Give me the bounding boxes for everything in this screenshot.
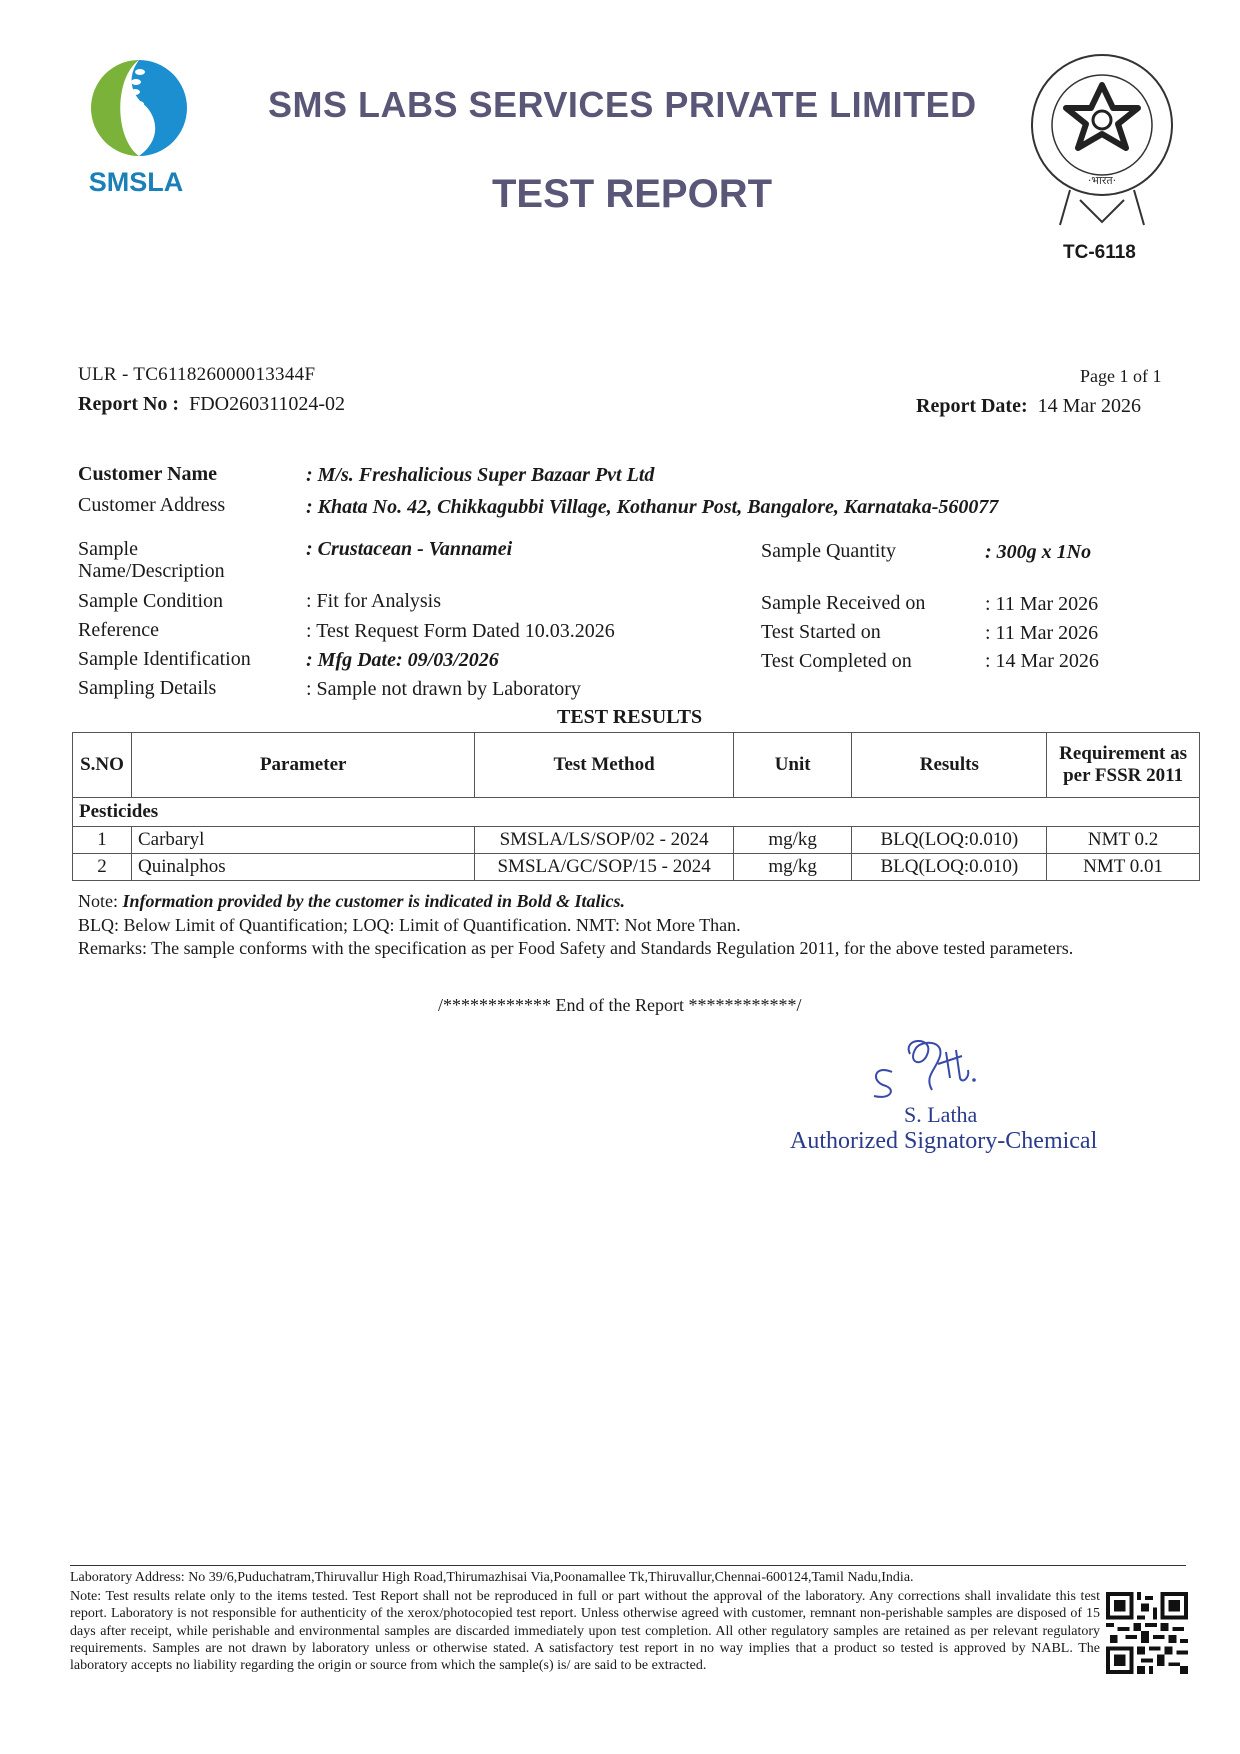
footer-disclaimer: Note: Test results relate only to the items tested. Test Report shall not be reproduced in full or part without the approval of the laboratory. Any corrections shall invalidate this test report. Laboratory is not responsible for authenticity of the xerox/photocopied test report. Unless otherwise agreed with customer, remnant non-perishable samples are disposed of 15 days after receipt, while perishable and environmental samples are discarded immediately upon test completion. All other regulatory samples are retained as per relevant regulatory requirements. Samples are not drawn by laboratory unless or otherwise stated. A satisfactory test report in no way implies that a product so tested is approved by NABL. The laboratory accepts no liability regarding the origin or source from which the sample(s) is/ are said to be extracted.	[70, 1589, 1100, 1674]
end-of-report: /************ End of the Report ************/	[438, 995, 802, 1015]
sample-received-value: : 11 Mar 2026	[985, 593, 1099, 615]
nabl-seal-icon	[1025, 50, 1180, 230]
report-date-row	[916, 395, 1141, 418]
sample-identification-value: : Mfg Date: 09/03/2026	[306, 649, 499, 671]
cell-method: SMSLA/GC/SOP/15 - 2024	[475, 854, 733, 881]
sample-received-label: Sample Received on	[761, 592, 926, 614]
cell-sno: 2	[73, 854, 132, 881]
sample-name-label: Sample Name/Description	[78, 538, 225, 582]
col-sno: S.NO	[73, 733, 132, 798]
reference-label: Reference	[78, 619, 160, 641]
customer-name-value: : M/s. Freshalicious Super Bazaar Pvt Ltd	[306, 464, 655, 486]
cell-requirement: NMT 0.2	[1047, 827, 1200, 854]
test-started-value: : 11 Mar 2026	[985, 622, 1099, 644]
cell-method: SMSLA/LS/SOP/02 - 2024	[475, 827, 733, 854]
sample-quantity-value: : 300g x 1No	[985, 541, 1092, 563]
sample-identification-label: Sample Identification	[78, 648, 251, 670]
group-pesticides: Pesticides	[73, 798, 1200, 827]
cell-unit: mg/kg	[733, 827, 852, 854]
customer-address-value: : Khata No. 42, Chikkagubbi Village, Kothanur Post, Bangalore, Karnataka-560077	[306, 496, 999, 518]
sample-condition-value: : Fit for Analysis	[306, 590, 442, 612]
qr-code-icon	[1106, 1592, 1188, 1674]
cell-result: BLQ(LOQ:0.010)	[852, 827, 1047, 854]
abbreviations-note: BLQ: Below Limit of Quantification; LOQ: Limit of Quantification. NMT: Not More Than.	[78, 915, 741, 935]
col-requirement: Requirement as per FSSR 2011	[1047, 733, 1200, 798]
ulr-number: ULR - TC611826000013344F	[78, 364, 316, 385]
report-number-label: Report No :	[78, 393, 180, 415]
reference-value: : Test Request Form Dated 10.03.2026	[306, 620, 615, 642]
test-completed-value: : 14 Mar 2026	[985, 650, 1099, 672]
report-date: 14 Mar 2026	[1037, 395, 1141, 417]
table-group-row	[73, 798, 1200, 827]
sample-quantity-label: Sample Quantity	[761, 540, 896, 562]
test-results-heading: TEST RESULTS	[557, 706, 703, 728]
report-date-label: Report Date:	[916, 395, 1028, 417]
col-parameter: Parameter	[131, 733, 474, 798]
cell-parameter: Quinalphos	[131, 854, 474, 881]
signatory-title: Authorized Signatory-Chemical	[790, 1128, 1098, 1154]
sample-condition-label: Sample Condition	[78, 590, 223, 612]
company-name: SMS LABS SERVICES PRIVATE LIMITED	[268, 84, 977, 125]
cell-parameter: Carbaryl	[131, 827, 474, 854]
report-title: TEST REPORT	[492, 172, 773, 216]
cell-sno: 1	[73, 827, 132, 854]
cell-requirement: NMT 0.01	[1047, 854, 1200, 881]
col-test-method: Test Method	[475, 733, 733, 798]
cell-unit: mg/kg	[733, 854, 852, 881]
customer-address-label: Customer Address	[78, 494, 226, 516]
results-table	[72, 732, 1200, 881]
table-header-row	[73, 733, 1200, 798]
svg-text:SMSLA: SMSLA	[88, 167, 184, 197]
table-row	[73, 827, 1200, 854]
certificate-number: TC-6118	[1063, 242, 1136, 263]
customer-name-label: Customer Name	[78, 463, 218, 485]
cell-result: BLQ(LOQ:0.010)	[852, 854, 1047, 881]
test-started-label: Test Started on	[761, 621, 881, 643]
sampling-details-label: Sampling Details	[78, 677, 217, 699]
report-number: FDO260311024-02	[189, 393, 346, 415]
remarks: Remarks: The sample conforms with the specification as per Food Safety and Standards Regulation 2011, for the above tested parameters.	[78, 938, 1074, 958]
col-unit: Unit	[733, 733, 852, 798]
col-results: Results	[852, 733, 1047, 798]
page-indicator: Page 1 of 1	[1080, 366, 1162, 386]
smsla-logo-icon	[84, 58, 194, 208]
signatory-name: S. Latha	[904, 1102, 978, 1127]
test-completed-label: Test Completed on	[761, 650, 912, 672]
footer-divider	[70, 1565, 1186, 1566]
svg-text:·भारत·: ·भारत·	[1087, 174, 1117, 187]
customer-info-note: Note: Information provided by the customer is indicated in Bold & Italics.	[78, 891, 626, 911]
laboratory-address: Laboratory Address: No 39/6,Puduchatram,Thiruvallur High Road,Thirumazhisai Via,Poonamallee Tk,Thiruvallur,Chennai-600124,Tamil Nadu,India.	[70, 1570, 914, 1585]
table-row	[73, 854, 1200, 881]
sampling-details-value: : Sample not drawn by Laboratory	[306, 678, 581, 700]
report-number-row	[78, 393, 345, 416]
sample-name-value: : Crustacean - Vannamei	[306, 538, 513, 560]
